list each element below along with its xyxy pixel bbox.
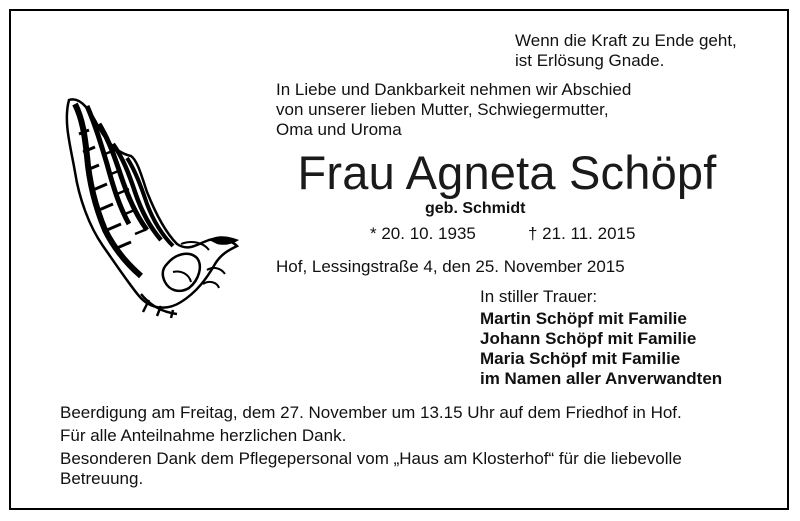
birth-name: geb. Schmidt <box>425 200 526 217</box>
intro-line: Oma und Uroma <box>276 120 402 139</box>
death-date: † 21. 11. 2015 <box>528 224 636 243</box>
praying-hands-icon <box>57 94 242 319</box>
funeral-info: Beerdigung am Freitag, dem 27. November um 13.15 Uhr auf dem Friedhof in Hof. <box>60 403 682 422</box>
intro-line: In Liebe und Dankbarkeit nehmen wir Abschied <box>276 80 632 99</box>
intro-text <box>276 80 631 140</box>
special-thanks-line: Betreuung. <box>60 469 144 488</box>
intro-line: von unserer lieben Mutter, Schwiegermutter, <box>276 100 609 119</box>
deceased-name: Frau Agneta Schöpf <box>297 146 717 199</box>
mourner-entry: Johann Schöpf mit Familie <box>480 329 697 348</box>
motto-line: ist Erlösung Gnade. <box>515 51 665 70</box>
footer-notes <box>60 403 682 492</box>
thanks-line: Für alle Anteilnahme herzlichen Dank. <box>60 426 347 445</box>
motto-line: Wenn die Kraft zu Ende geht, <box>515 31 737 50</box>
birth-date: * 20. 10. 1935 <box>370 224 476 243</box>
mourner-entry: Maria Schöpf mit Familie <box>480 349 681 368</box>
place-and-date: Hof, Lessingstraße 4, den 25. November 2015 <box>276 257 625 276</box>
life-dates <box>370 224 636 244</box>
mourners-list <box>480 309 722 389</box>
mourner-entry: im Namen aller Anverwandten <box>480 369 723 388</box>
special-thanks-line: Besonderen Dank dem Pflegepersonal vom „Haus am Klosterhof“ für die liebevolle <box>60 449 682 468</box>
mourner-entry: Martin Schöpf mit Familie <box>480 309 687 328</box>
motto <box>515 31 737 71</box>
mourners-label: In stiller Trauer: <box>480 287 598 306</box>
